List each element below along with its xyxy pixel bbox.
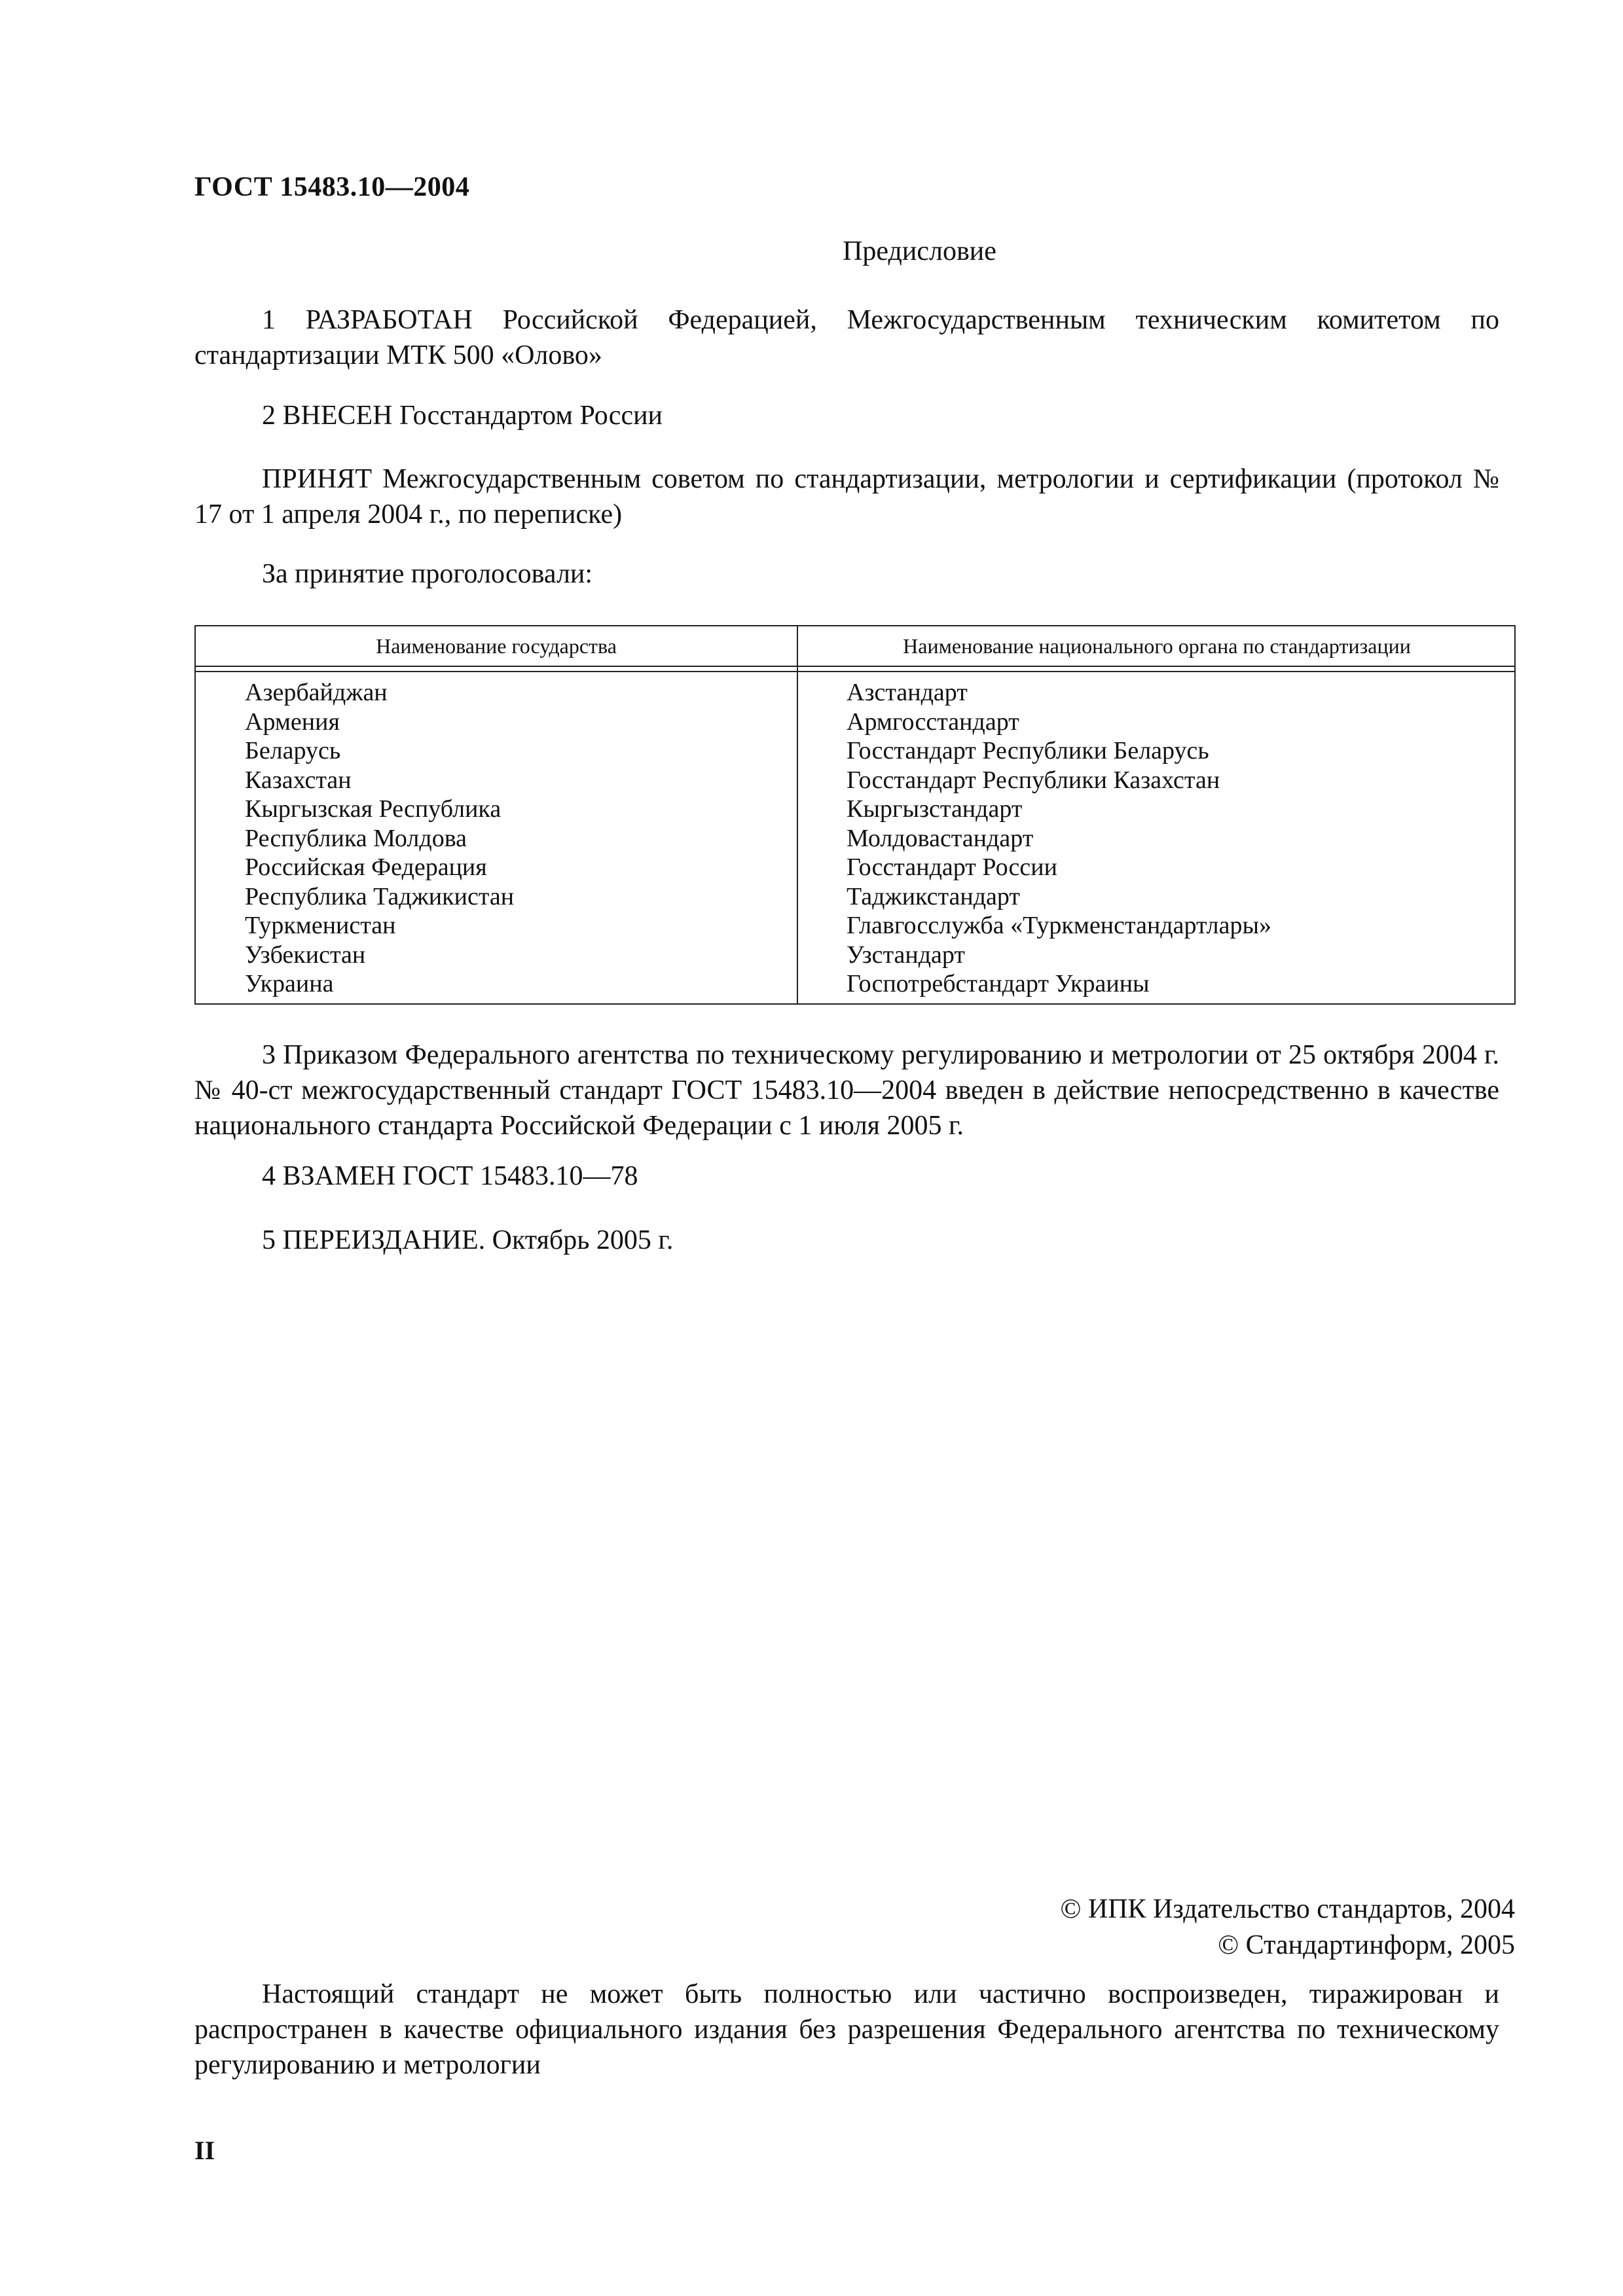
document-code: ГОСТ 15483.10—2004: [194, 172, 470, 202]
copyright-block: [1060, 1892, 1515, 1964]
table-cell-body: Госстандарт Республики Казахстан: [847, 766, 1220, 794]
paragraph-replaces: 4 ВЗАМЕН ГОСТ 15483.10—78: [262, 1161, 638, 1191]
table-cell-country: Туркменистан: [245, 912, 396, 939]
voting-table: [194, 625, 1516, 1005]
table-cell-country: Республика Таджикистан: [245, 882, 515, 910]
table-cell-country: Украина: [245, 970, 334, 997]
country-list: [245, 678, 514, 999]
table-header-divider: [196, 666, 1514, 667]
table-cell-body: Узстандарт: [847, 941, 966, 969]
table-cell-country: Узбекистан: [245, 941, 366, 969]
table-cell-country: Казахстан: [245, 766, 352, 794]
paragraph-adopted: ПРИНЯТ Межгосударственным советом по стандартизации, метрологии и сертификации (протокол № 17 от 1 апреля 2004 г., по переписке): [194, 464, 1499, 529]
table-cell-country: Беларусь: [245, 737, 341, 764]
table-cell-body: Главгосслужба «Туркменстандартлары»: [847, 912, 1272, 939]
copyright-line: © Стандартинформ, 2005: [1218, 1930, 1515, 1960]
table-header-country: Наименование государства: [376, 634, 617, 658]
table-cell-body: Госпотребстандарт Украины: [847, 970, 1150, 997]
paragraph-introduced: 2 ВНЕСЕН Госстандартом России: [262, 401, 663, 431]
reproduction-notice: Настоящий стандарт не может быть полностью или частично воспроизведен, тиражирован и распространен в качестве официального издания без разрешения Федерального агентства по техническому регулированию и метрологии: [194, 1979, 1499, 2080]
paragraph-voted: За принятие проголосовали:: [262, 559, 593, 589]
copyright-line: © ИПК Издательство стандартов, 2004: [1060, 1894, 1515, 1924]
table-cell-body: Азстандарт: [847, 679, 968, 706]
paragraph-reissue: 5 ПЕРЕИЗДАНИЕ. Октябрь 2005 г.: [262, 1225, 674, 1255]
table-cell-country: Азербайджан: [245, 679, 388, 706]
table-cell-body: Госстандарт Республики Беларусь: [847, 737, 1209, 764]
table-cell-body: Госстандарт России: [847, 853, 1057, 881]
body-list: [847, 678, 1271, 999]
table-cell-body: Кыргызстандарт: [847, 795, 1023, 823]
table-cell-country: Кыргызская Республика: [245, 795, 501, 823]
table-cell-country: Российская Федерация: [245, 853, 487, 881]
table-column-divider: [797, 626, 798, 1003]
table-cell-country: Армения: [245, 708, 340, 736]
table-cell-body: Таджикстандарт: [847, 882, 1021, 910]
paragraph-order: 3 Приказом Федерального агентства по техническому регулированию и метрологии от 25 октября 2004 г. № 40-ст межгосударственный стандарт ГОСТ 15483.10—2004 введен в действие непосредственно в качестве национального стандарта Российской Федерации с 1 июля 2005 г.: [194, 1040, 1499, 1141]
table-header-divider: [196, 671, 1514, 672]
table-cell-body: Молдовастандарт: [847, 824, 1034, 852]
table-cell-body: Армгосстандарт: [847, 708, 1019, 736]
paragraph-developed: 1 РАЗРАБОТАН Российской Федерацией, Межгосударственным техническим комитетом по стандартизации МТК 500 «Олово»: [194, 305, 1499, 370]
table-cell-country: Республика Молдова: [245, 824, 467, 852]
table-header-body: Наименование национального органа по стандартизации: [903, 634, 1411, 658]
page-number: II: [194, 2136, 215, 2165]
section-title: Предисловие: [843, 236, 996, 266]
